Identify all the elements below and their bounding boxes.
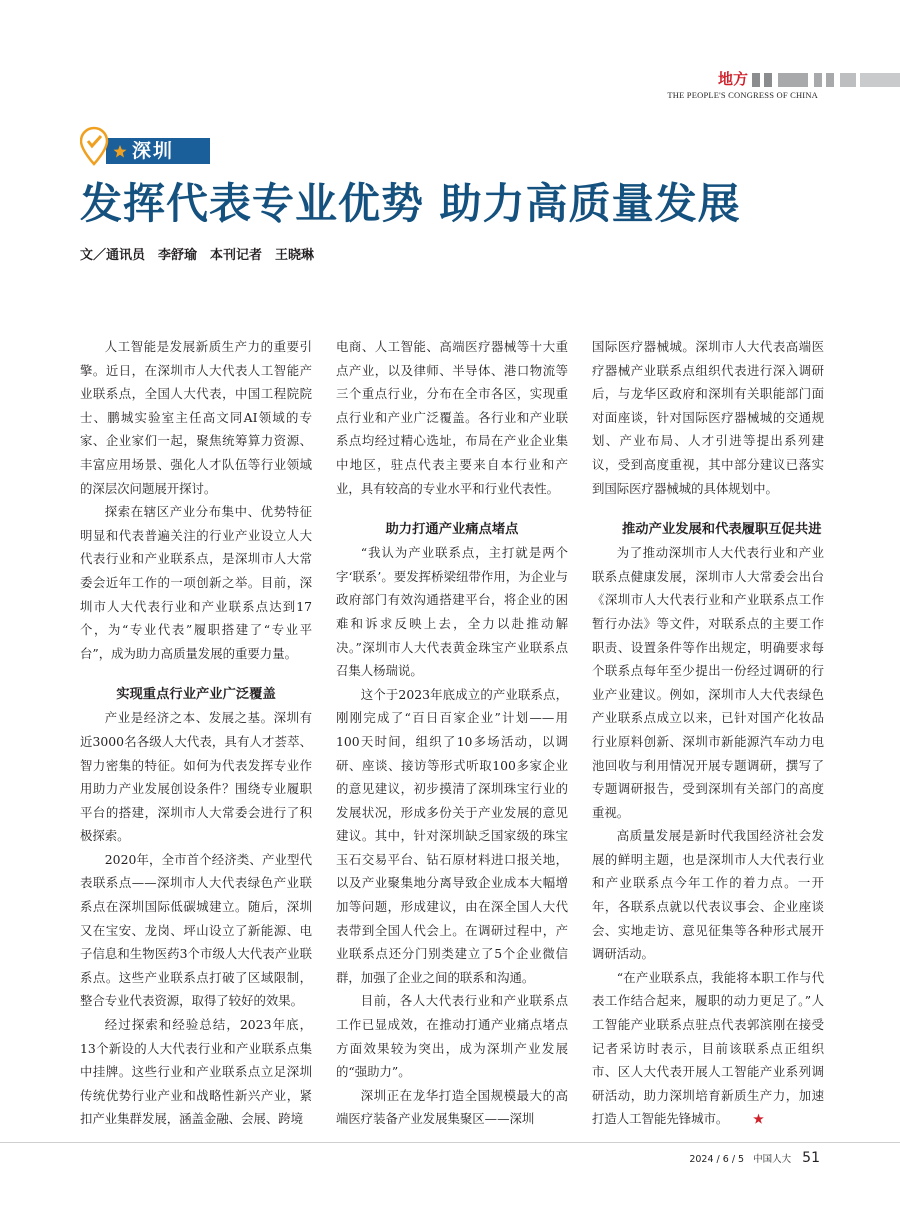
paragraph: 人工智能是发展新质生产力的重要引擎。近日，在深圳市人大代表人工智能产业联系点，全国人大代表，中国工程院院士、鹏城实验室主任高文同AI领域的专家、企业家们一起，聚焦统筹算力资源、丰富应用场景、强化人才队伍等行业领域的深层次问题展开探讨。: [80, 339, 312, 496]
paragraph: [592, 966, 824, 1132]
paragraph: 为了推动深圳市人大代表行业和产业联系点健康发展，深圳市人大常委会出台《深圳市人大代表行业和产业联系点工作暂行办法》等文件，对联系点的主要工作职责、设置条件等作出规定，明确要求每个联系点每年至少提出一份经过调研的行业产业建议。例如，深圳市人大代表绿色产业联系点成立以来，已针对国产化妆品行业原料创新、深圳市新能源汽车动力电池回收与利用情况开展专题调研，撰写了专题调研报告，受到深圳有关部门的高度重视。: [592, 545, 824, 820]
end-mark-icon: ★: [753, 1112, 764, 1127]
paragraph: 产业是经济之本、发展之基。深圳有近3000名各级人大代表，具有人才荟萃、智力密集的特征。如何为代表发挥专业作用助力产业发展创设条件？围绕专业履职平台的搭建，深圳市人大常委会进行了积极探索。: [80, 710, 312, 844]
section-heading: 推动产业发展和代表履职互促共进: [622, 522, 822, 538]
article-byline: 文／通讯员 李舒瑜 本刊记者 王晓琳: [80, 248, 315, 263]
paragraph: 经过探索和经验总结，2023年底，13个新设的人大代表行业和产业联系点集中挂牌。这些行业和产业联系点立足深圳传统优势行业产业和战略性新兴产业，紧扣产业集群发展，涵盖金融、会展、跨境: [80, 1017, 312, 1127]
magazine-name: 中国人大: [753, 1154, 792, 1165]
paragraph: 2020年，全市首个经济类、产业型代表联系点——深圳市人大代表绿色产业联系点在深圳国际低碳城建立。随后，深圳又在宝安、龙岗、坪山设立了新能源、电子信息和生物医药3个市级人大代表产业联系点。这些产业联系点打破了区域限制，整合专业代表资源，取得了较好的效果。: [80, 851, 312, 1009]
paragraph-text: “在产业联系点，我能将本职工作与代表工作结合起来，履职的动力更足了。”人工智能产业联系点驻点代表郭滨刚在接受记者采访时表示，目前该联系点正组织市、区人大代表开展人工智能产业系列调研活动，助力深圳培育新质生产力，加速打造人工智能先锋城市。: [592, 969, 824, 1127]
article-column-2: [336, 335, 568, 1131]
section-heading: 实现重点行业产业广泛覆盖: [116, 687, 276, 703]
paragraph: 探索在辖区产业分布集中、优势特征明显和代表普遍关注的行业产业设立人大代表行业和产业联系点，是深圳市人大常委会近年工作的一项创新之举。目前，深圳市人大代表行业和产业联系点达到17个，为“专业代表”履职搭建了“专业平台”，成为助力高质量发展的重要力量。: [80, 504, 312, 661]
issue-date: 2024 / 6 / 5: [689, 1154, 745, 1165]
publication-name: THE PEOPLE'S CONGRESS OF CHINA: [667, 90, 818, 100]
article-column-3: [592, 335, 824, 1132]
badge-label: 深圳: [132, 140, 175, 162]
article-title: 发挥代表专业优势 助力高质量发展: [80, 179, 741, 228]
article-column-1: [80, 335, 312, 1131]
paragraph: 国际医疗器械城。深圳市人大代表高端医疗器械产业联系点组织代表进行深入调研后，与龙华区政府和深圳有关职能部门面对面座谈，针对国际医疗器械城的交通规划、产业布局、人才引进等提出系列建议，受到高度重视，其中部分建议已落实到国际医疗器械城的具体规划中。: [592, 339, 824, 496]
section-name: 地方: [718, 70, 749, 88]
paragraph: 电商、人工智能、高端医疗器械等十大重点产业，以及律师、半导体、港口物流等三个重点行业，分布在全市各区，实现重点行业和产业广泛覆盖。各行业和产业联系点均经过精心选址，布局在产业企业集中地区，驻点代表主要来自本行业和产业，具有较高的专业水平和行业代表性。: [336, 339, 568, 496]
paragraph: 这个于2023年底成立的产业联系点，刚刚完成了“百日百家企业”计划——用100天时间，组织了10多场活动，以调研、座谈、接访等形式听取100多家企业的意见建议，初步摸清了深圳珠宝行业的发展状况，形成多份关于产业发展的意见建议。其中，针对深圳缺乏国家级的珠宝玉石交易平台、钻石原材料进口报关地，以及产业聚集地分离导致企业成本大幅增加等问题，形成建议，由在深全国人大代表带到全国人代会上。在调研过程中，产业联系点还分门别类建立了5个企业微信群，加强了企业之间的联系和沟通。: [336, 686, 568, 985]
page-footer: [689, 1148, 820, 1170]
header-stripes: [752, 73, 900, 87]
paragraph: 深圳正在龙华打造全国规模最大的高端医疗装备产业发展集聚区——深圳: [336, 1087, 568, 1127]
page-number: 51: [802, 1150, 820, 1166]
footer-divider: [0, 1142, 900, 1143]
paragraph: 高质量发展是新时代我国经济社会发展的鲜明主题，也是深圳市人大代表行业和产业联系点今年工作的着力点。一开年，各联系点就以代表议事会、企业座谈会、实地走访、意见征集等各种形式展开调研活动。: [592, 828, 824, 962]
section-heading: 助力打通产业痛点堵点: [385, 522, 519, 538]
paragraph: “我认为产业联系点，主打就是两个字‘联系’。要发挥桥梁纽带作用，为企业与政府部门有效沟通搭建平台，将企业的困难和诉求反映上去，全力以赴推动解决。”深圳市人大代表黄金珠宝产业联系点召集人杨瑞说。: [336, 545, 568, 679]
paragraph: 目前，各人大代表行业和产业联系点工作已显成效，在推动打通产业痛点堵点方面效果较为突出，成为深圳产业发展的“强助力”。: [336, 993, 568, 1080]
